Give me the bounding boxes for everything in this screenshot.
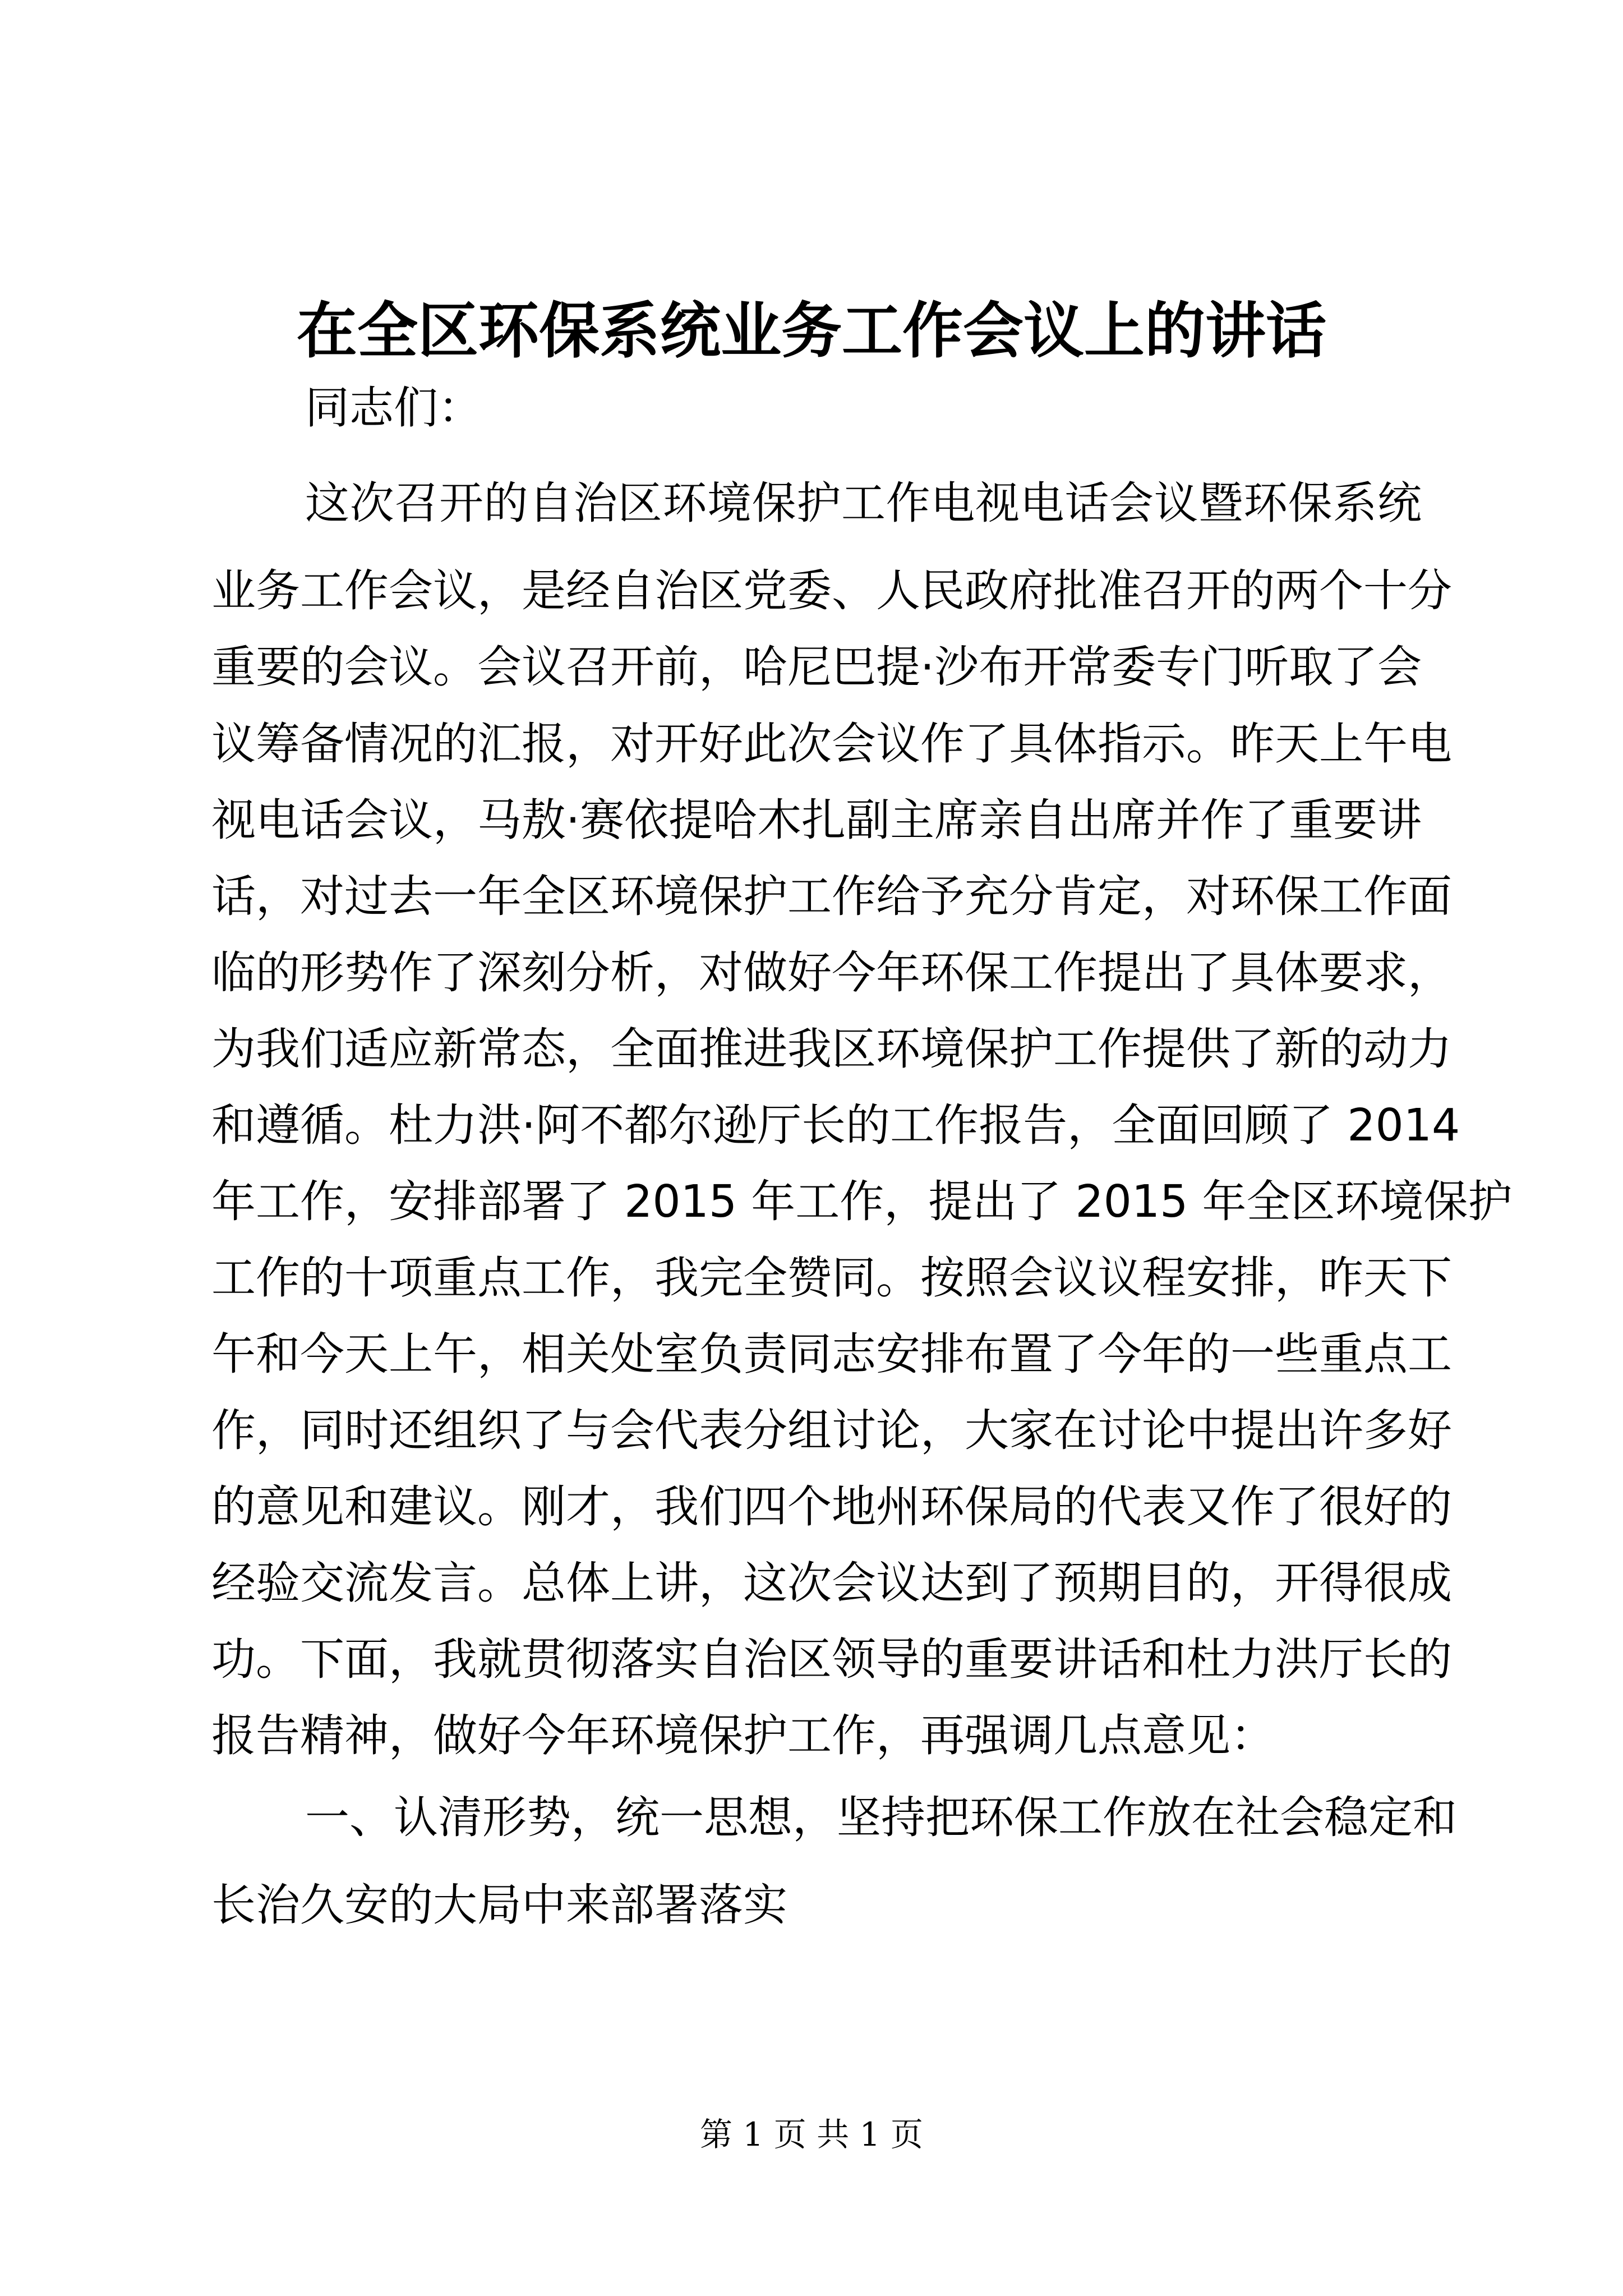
- paragraph-line: 业务工作会议，是经自治区党委、人民政府批准召开的两个十分: [211, 565, 1452, 616]
- salutation: 同志们：: [305, 382, 482, 434]
- paragraph-line: 年工作，安排部署了 2015 年工作，提出了 2015 年全区环境保护: [211, 1176, 1513, 1227]
- paragraph-line: 的意见和建议。刚才，我们四个地州环保局的代表又作了很好的: [211, 1481, 1452, 1533]
- paragraph-line: 重要的会议。会议召开前，哈尼巴提·沙布开常委专门听取了会: [211, 641, 1422, 693]
- heading-line: 一、认清形势，统一思想，坚持把环保工作放在社会稳定和: [305, 1792, 1457, 1843]
- paragraph-line: 午和今天上午，相关处室负责同志安排布置了今年的一些重点工: [211, 1328, 1452, 1380]
- paragraph-line: 工作的十项重点工作，我完全赞同。按照会议议程安排，昨天下: [211, 1252, 1452, 1304]
- paragraph-line: 临的形势作了深刻分析，对做好今年环保工作提出了具体要求，: [211, 947, 1452, 999]
- paragraph-line: 作，同时还组织了与会代表分组讨论，大家在讨论中提出许多好: [211, 1405, 1452, 1456]
- paragraph-line: 报告精神，做好今年环境保护工作，再强调几点意见：: [211, 1710, 1275, 1761]
- paragraph-line: 话，对过去一年全区环境保护工作给予充分肯定，对环保工作面: [211, 871, 1452, 922]
- paragraph-line: 视电话会议，马敖·赛依提哈木扎副主席亲自出席并作了重要讲: [211, 794, 1422, 846]
- heading-line: 长治久安的大局中来部署落实: [211, 1879, 787, 1931]
- paragraph-line: 和遵循。杜力洪·阿不都尔逊厅长的工作报告，全面回顾了 2014: [211, 1099, 1460, 1151]
- paragraph-line: 功。下面，我就贯彻落实自治区领导的重要讲话和杜力洪厅长的: [211, 1634, 1452, 1685]
- paragraph-line: 为我们适应新常态，全面推进我区环境保护工作提供了新的动力: [211, 1023, 1452, 1075]
- paragraph-line: 经验交流发言。总体上讲，这次会议达到了预期目的，开得很成: [211, 1557, 1452, 1609]
- paragraph-line: 这次召开的自治区环境保护工作电视电话会议暨环保系统: [305, 477, 1422, 529]
- page-number: 第 1 页 共 1 页: [700, 2115, 923, 2154]
- document-title: 在全区环保系统业务工作会议上的讲话: [296, 296, 1326, 366]
- paragraph-line: 议筹备情况的汇报，对开好此次会议作了具体指示。昨天上午电: [211, 718, 1452, 770]
